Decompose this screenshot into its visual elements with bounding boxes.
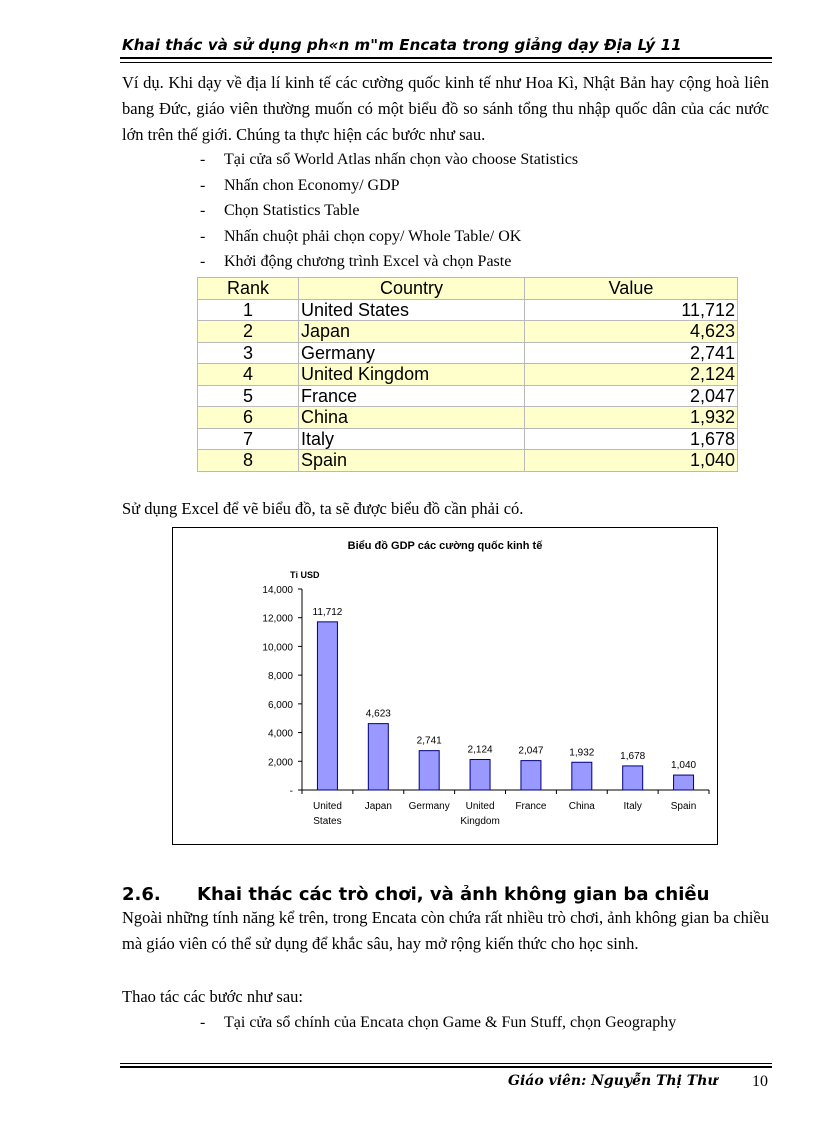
ops-label: Thao tác các bước như sau: (122, 987, 303, 1006)
table-cell-rank: 6 (198, 407, 299, 429)
table-cell-value: 2,124 (525, 364, 738, 386)
chart-x-tick-label: Spain (670, 801, 697, 812)
table-cell-value: 1,932 (525, 407, 738, 429)
page-number: 10 (752, 1073, 768, 1090)
chart-x-tick-label: France (515, 801, 547, 812)
table-cell-country: Japan (299, 321, 525, 343)
chart-x-tick-label: China (568, 801, 595, 812)
header-rule-thick (120, 57, 772, 59)
step-item (200, 150, 578, 170)
bullet-dash: - (200, 177, 206, 194)
table-cell-rank: 2 (198, 321, 299, 343)
section-step-text: Tại cửa sổ chính của Encata chọn Game & Fun Stuff, chọn Geography (224, 1014, 677, 1031)
table-cell-rank: 3 (198, 342, 299, 364)
chart-x-tick-label: United (465, 801, 495, 812)
table-header-rank: Rank (198, 278, 299, 300)
chart-data-label: 11,712 (312, 606, 343, 618)
chart-bar (317, 622, 337, 790)
gdp-chart-svg (173, 528, 717, 844)
table-cell-value: 4,623 (525, 321, 738, 343)
footer-teacher: Giáo viên: Nguyễn Thị Thư (508, 1073, 718, 1089)
chart-data-label: 2,741 (416, 735, 442, 747)
chart-data-label: 2,047 (518, 745, 544, 757)
footer-rule-thin (120, 1063, 772, 1064)
table-cell-rank: 7 (198, 428, 299, 450)
table-row (198, 428, 738, 450)
section-paragraph: Ngoài những tính năng kể trên, trong Encata còn chứa rất nhiều trò chơi, ảnh không gian ba chiều mà giáo viên có thể sử dụng để khắc sâu, hay mở rộng kiến thức cho học sinh. (122, 908, 769, 953)
chart-y-tick-label: 10,000 (262, 642, 293, 654)
table-cell-value: 11,712 (525, 299, 738, 321)
table-cell-country: Spain (299, 450, 525, 472)
table-cell-country: China (299, 407, 525, 429)
chart-x-tick-label: Japan (364, 801, 392, 812)
chart-y-axis-label: Tỉ USD (290, 570, 320, 580)
step-item (200, 176, 400, 196)
chart-y-tick-label: 6,000 (267, 699, 293, 711)
chart-data-label: 2,124 (467, 744, 493, 756)
table-cell-country: United States (299, 299, 525, 321)
step-text: Nhấn chuột phải chọn copy/ Whole Table/ OK (224, 228, 522, 245)
table-cell-rank: 5 (198, 385, 299, 407)
chart-data-label: 1,040 (671, 760, 697, 772)
table-cell-value: 2,741 (525, 342, 738, 364)
chart-data-label: 1,932 (569, 747, 595, 759)
chart-x-tick-label: Germany (408, 801, 450, 812)
table-cell-rank: 8 (198, 450, 299, 472)
chart-y-tick-label: 12,000 (262, 613, 293, 625)
step-text: Chọn Statistics Table (224, 202, 360, 219)
bullet-dash: - (200, 228, 206, 245)
chart-y-tick-label: 4,000 (267, 728, 293, 740)
table-header-row (198, 278, 738, 300)
gdp-chart (172, 527, 718, 845)
chart-bar (470, 760, 490, 790)
table-header-country: Country (299, 278, 525, 300)
chart-bar (419, 751, 439, 790)
chart-bar (521, 761, 541, 790)
step-text: Khởi động chương trình Excel và chọn Paste (224, 253, 512, 270)
chart-x-tick-label: Italy (623, 801, 642, 812)
table-cell-country: Germany (299, 342, 525, 364)
bullet-dash: - (200, 151, 206, 168)
table-row (198, 364, 738, 386)
chart-y-tick-label: 2,000 (267, 757, 293, 769)
chart-title: Biểu đồ GDP các cường quốc kinh tế (347, 540, 543, 552)
chart-bar (368, 724, 388, 790)
header-rule-thin (120, 62, 772, 63)
chart-intro: Sử dụng Excel để vẽ biểu đồ, ta sẽ được biểu đồ cần phải có. (122, 499, 524, 518)
section-heading (122, 884, 709, 905)
table-header-value: Value (525, 278, 738, 300)
section-step-item (200, 1013, 676, 1033)
bullet-dash: - (200, 1014, 206, 1031)
table-cell-country: United Kingdom (299, 364, 525, 386)
table-cell-country: France (299, 385, 525, 407)
table-cell-rank: 1 (198, 299, 299, 321)
section-title: Khai thác các trò chơi, và ảnh không gian ba chiều (197, 884, 710, 905)
bullet-dash: - (200, 202, 206, 219)
chart-y-tick-label: 14,000 (262, 585, 293, 596)
table-row (198, 321, 738, 343)
table-row (198, 385, 738, 407)
table-row (198, 299, 738, 321)
chart-bar (674, 775, 694, 790)
table-cell-country: Italy (299, 428, 525, 450)
table-cell-rank: 4 (198, 364, 299, 386)
section-number: 2.6. (122, 884, 161, 905)
step-item (200, 252, 511, 272)
chart-bar (572, 762, 592, 790)
step-item (200, 201, 359, 221)
step-text: Tại cửa sổ World Atlas nhấn chọn vào choose Statistics (224, 151, 579, 168)
chart-data-label: 1,678 (620, 750, 646, 762)
table-cell-value: 2,047 (525, 385, 738, 407)
chart-x-tick-label: United (312, 801, 342, 812)
table-row (198, 450, 738, 472)
bullet-dash: - (200, 253, 206, 270)
chart-y-tick-label: - (289, 786, 293, 797)
gdp-table (197, 277, 738, 472)
intro-paragraph: Ví dụ. Khi dạy về địa lí kinh tế các cường quốc kinh tế như Hoa Kì, Nhật Bản hay cộng hoà liên bang Đức, giáo viên thường muốn có một biểu đồ so sánh tổng thu nhập quốc dân của các nước lớn trên thế giới. Chúng ta thực hiện các bước như sau. (122, 73, 769, 144)
table-row (198, 407, 738, 429)
step-item (200, 227, 521, 247)
chart-data-label: 4,623 (365, 708, 391, 720)
chart-bar (623, 766, 643, 790)
footer-rule-thick (120, 1066, 772, 1068)
page-header-title: Khai thác và sử dụng ph«n m"m Encata trong giảng dạy Địa Lý 11 (122, 36, 682, 54)
table-cell-value: 1,678 (525, 428, 738, 450)
chart-y-tick-label: 8,000 (267, 671, 293, 683)
chart-x-tick-label: Kingdom (460, 816, 500, 827)
step-text: Nhấn chon Economy/ GDP (224, 177, 400, 194)
table-cell-value: 1,040 (525, 450, 738, 472)
chart-x-tick-label: States (313, 816, 342, 827)
table-row (198, 342, 738, 364)
